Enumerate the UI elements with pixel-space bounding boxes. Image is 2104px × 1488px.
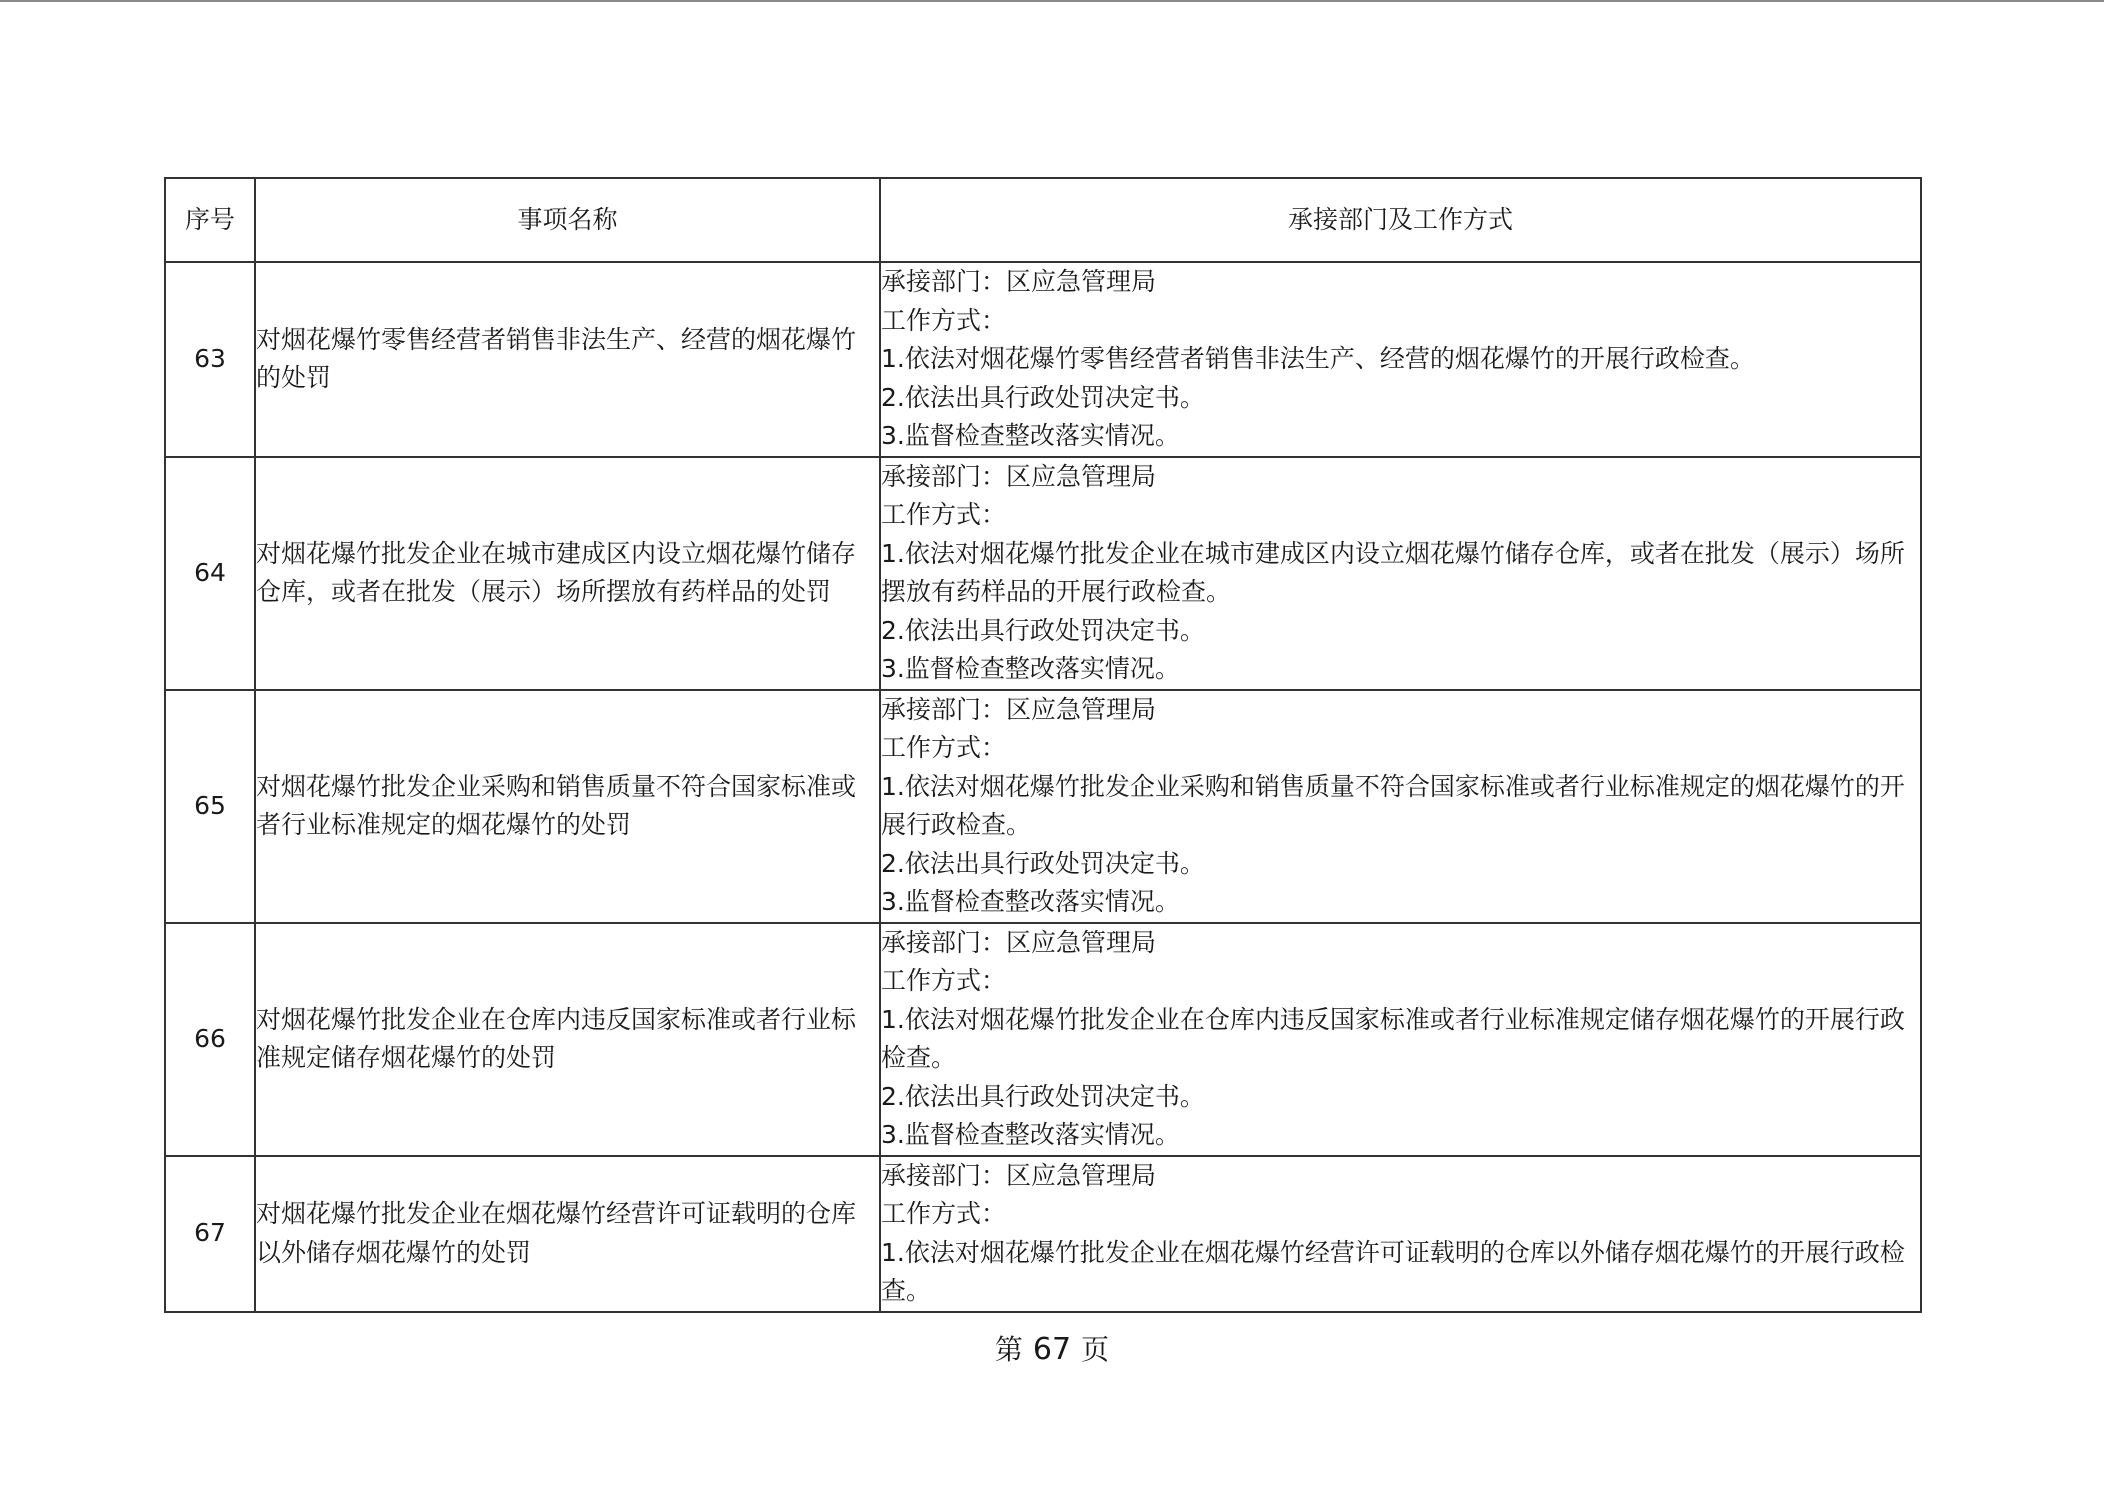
method-step: 3.监督检查整改落实情况。 xyxy=(881,421,1180,450)
method-step: 2.依法出具行政处罚决定书。 xyxy=(881,848,1205,878)
method-label: 工作方式： xyxy=(881,733,1007,762)
row-number: 65 xyxy=(165,690,255,923)
row-number: 66 xyxy=(165,923,255,1156)
page-prefix: 第 xyxy=(994,1333,1023,1366)
department-method xyxy=(880,1156,1921,1312)
table-row xyxy=(165,262,1921,457)
table-header-row xyxy=(165,178,1921,262)
header-department-method: 承接部门及工作方式 xyxy=(880,178,1921,262)
table-row xyxy=(165,690,1921,923)
department-line: 承接部门：区应急管理局 xyxy=(881,461,1157,491)
department-method xyxy=(880,923,1921,1156)
page-footer xyxy=(0,1330,2104,1370)
row-number: 64 xyxy=(165,457,255,690)
method-step: 1.依法对烟花爆竹批发企业在城市建成区内设立烟花爆竹储存仓库，或者在批发（展示）场所摆放有药样品的开展行政检查。 xyxy=(881,538,1905,606)
method-step: 2.依法出具行政处罚决定书。 xyxy=(881,1081,1205,1111)
method-step: 3.监督检查整改落实情况。 xyxy=(881,887,1180,916)
matter-name: 对烟花爆竹批发企业在烟花爆竹经营许可证载明的仓库以外储存烟花爆竹的处罚 xyxy=(255,1156,880,1312)
method-step: 1.依法对烟花爆竹批发企业在仓库内违反国家标准或者行业标准规定储存烟花爆竹的开展行政检查。 xyxy=(881,1004,1905,1072)
method-step: 1.依法对烟花爆竹批发企业在烟花爆竹经营许可证载明的仓库以外储存烟花爆竹的开展行政检查。 xyxy=(881,1237,1905,1305)
table-row xyxy=(165,457,1921,690)
method-step: 2.依法出具行政处罚决定书。 xyxy=(881,382,1205,412)
method-step: 2.依法出具行政处罚决定书。 xyxy=(881,615,1205,645)
method-step: 3.监督检查整改落实情况。 xyxy=(881,654,1180,683)
row-number: 63 xyxy=(165,262,255,457)
row-number: 67 xyxy=(165,1156,255,1312)
method-label: 工作方式： xyxy=(881,966,1007,995)
method-step: 3.监督检查整改落实情况。 xyxy=(881,1120,1180,1149)
method-label: 工作方式： xyxy=(881,1199,1007,1228)
matter-name: 对烟花爆竹批发企业在城市建成区内设立烟花爆竹储存仓库，或者在批发（展示）场所摆放有药样品的处罚 xyxy=(255,457,880,690)
department-line: 承接部门：区应急管理局 xyxy=(881,927,1157,957)
department-line: 承接部门：区应急管理局 xyxy=(881,1160,1157,1190)
table-row xyxy=(165,923,1921,1156)
method-step: 1.依法对烟花爆竹零售经营者销售非法生产、经营的烟花爆竹的开展行政检查。 xyxy=(881,344,1755,373)
page-suffix: 页 xyxy=(1081,1333,1110,1366)
method-step: 1.依法对烟花爆竹批发企业采购和销售质量不符合国家标准或者行业标准规定的烟花爆竹的开展行政检查。 xyxy=(881,771,1905,839)
header-matter-name: 事项名称 xyxy=(255,178,880,262)
matter-name: 对烟花爆竹零售经营者销售非法生产、经营的烟花爆竹的处罚 xyxy=(255,262,880,457)
department-method xyxy=(880,690,1921,923)
department-line: 承接部门：区应急管理局 xyxy=(881,267,1157,296)
matter-name: 对烟花爆竹批发企业在仓库内违反国家标准或者行业标准规定储存烟花爆竹的处罚 xyxy=(255,923,880,1156)
method-label: 工作方式： xyxy=(881,500,1007,529)
table-row xyxy=(165,1156,1921,1312)
matters-table xyxy=(164,177,1922,1313)
header-number: 序号 xyxy=(165,178,255,262)
department-line: 承接部门：区应急管理局 xyxy=(881,694,1157,724)
top-border-line xyxy=(0,0,2104,2)
department-method xyxy=(880,262,1921,457)
page-number: 67 xyxy=(1032,1332,1072,1367)
method-label: 工作方式： xyxy=(881,305,1007,335)
matter-name: 对烟花爆竹批发企业采购和销售质量不符合国家标准或者行业标准规定的烟花爆竹的处罚 xyxy=(255,690,880,923)
department-method xyxy=(880,457,1921,690)
